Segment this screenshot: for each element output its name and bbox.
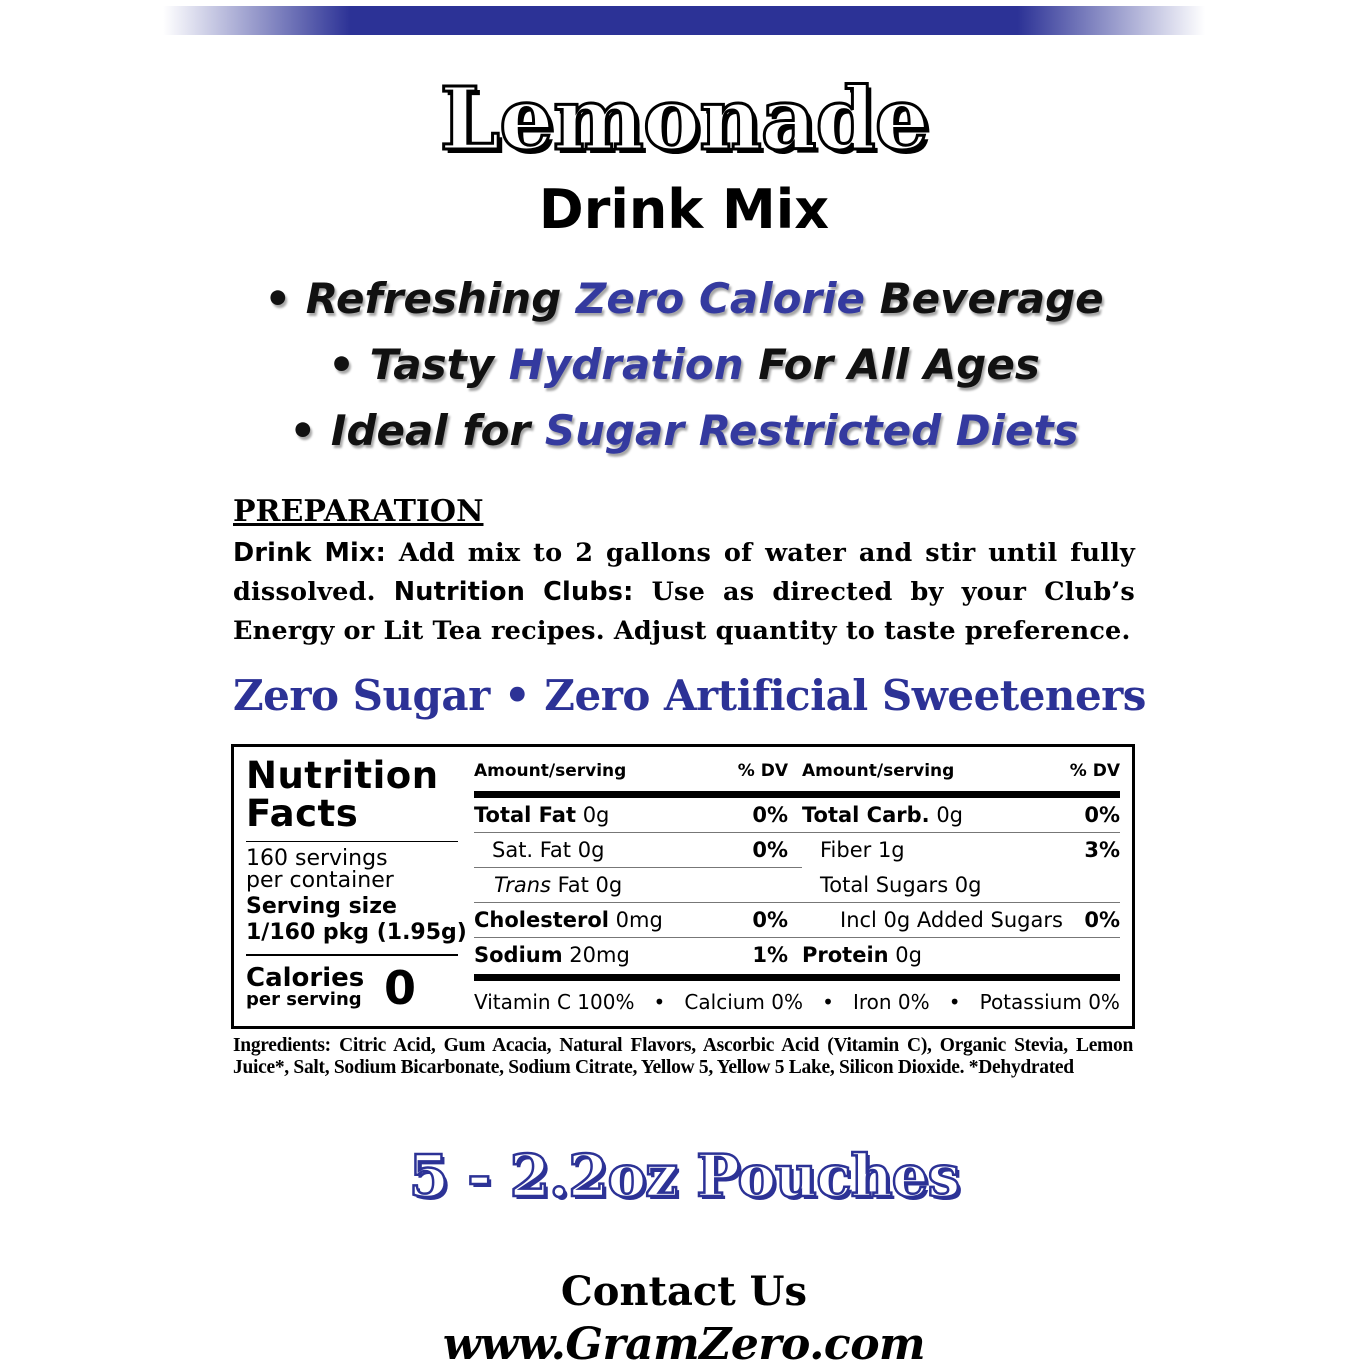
feature-bullets [0,266,1368,464]
divider [474,791,1120,798]
table-row: Trans Fat 0g Total Sugars 0g [494,873,982,897]
calories-value: 0 [384,961,417,1015]
ingredients-list: Ingredients: Citric Acid, Gum Acacia, Natural Flavors, Ascorbic Acid (Vitamin C), Organic Stevia, Lemon Juice*, Salt, Sodium Bicarbonate, Sodium Citrate, Yellow 5, Yellow 5 Lake, Silicon Dioxide. *Dehydrated [233,1035,1133,1078]
product-subtitle: Drink Mix [538,178,830,241]
pouch-count: 5 - 2.2oz Pouches [408,1142,960,1210]
preparation-heading: PREPARATION [233,494,484,529]
website-link[interactable]: www.GramZero.com [442,1319,926,1370]
product-title: Lemonade [439,69,929,170]
bullet-item: • Tasty Hydration For All Ages [328,340,1040,389]
nutrition-table [474,757,1120,1021]
divider [246,841,458,842]
divider [474,974,1120,981]
divider [246,954,458,956]
table-header: Amount/serving % DV Amount/serving % DV [474,761,1120,781]
nutrition-title: Nutrition Facts [246,754,439,835]
nutrition-facts-panel [231,744,1135,1029]
nutrition-summary [246,754,467,1016]
table-row: Total Fat 0g 0% Total Carb. 0g 0% [474,803,1120,827]
preparation-section [233,494,1135,651]
serving-size: Serving size 1/160 pkg (1.95g) [246,894,467,945]
top-gradient-bar [163,6,1205,35]
zero-sugar-tagline: Zero Sugar • Zero Artificial Sweeteners [233,671,1146,720]
table-row: Cholesterol 0mg 0% Incl 0g Added Sugars 0% [474,908,1120,932]
bullet-item: • Ideal for Sugar Restricted Diets [289,406,1079,455]
contact-heading: Contact Us [560,1268,808,1315]
bullet-item: • Refreshing Zero Calorie Beverage [264,274,1104,323]
preparation-text: Drink Mix: Add mix to 2 gallons of water and stir until fully dissolved. Nutrition Clubs: Use as directed by your Club’s Energy or Lit Tea recipes. Adjust quantity to taste preference. [233,538,1135,646]
servings-per-container: 160 servings per container [246,846,394,893]
table-row: Sodium 20mg 1% Protein 0g [474,943,922,967]
vitamins-row: Vitamin C 100% • Calcium 0% • Iron 0% • Potassium 0% [474,990,1120,1014]
calories: Calories per serving 0 [246,961,417,1015]
table-row: Sat. Fat 0g 0% Fiber 1g 3% [492,838,1120,862]
